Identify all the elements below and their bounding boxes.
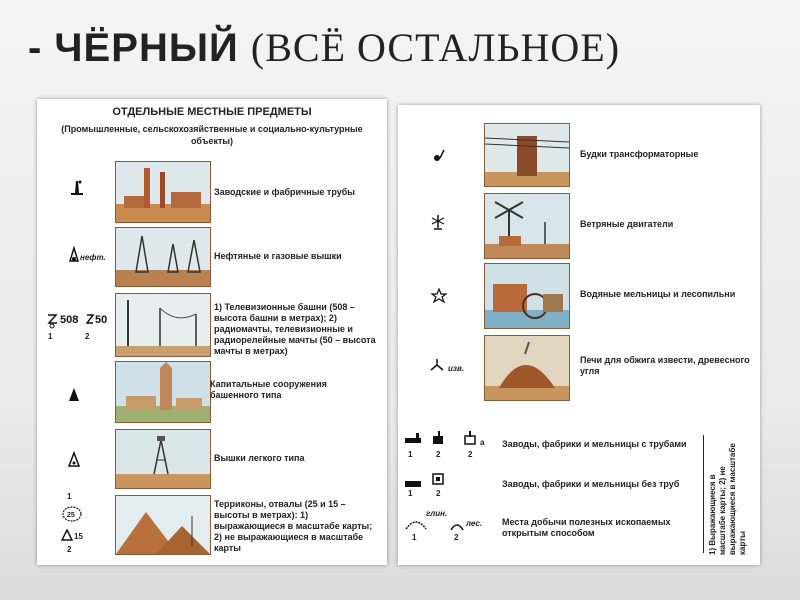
legend3-forest-text: лес.: [466, 519, 483, 528]
legend1-mark-a: a: [480, 438, 485, 447]
wind-engine-symbol-icon: [430, 213, 446, 234]
transformer-picture: [484, 123, 570, 187]
row6-label: Терриконы, отвалы (25 и 15 – высоты в метрах): 1) выражающиеся в масштабе карты; 2) не выражающиеся в масштабе карты: [214, 499, 373, 553]
legend1-num-2: 2: [436, 450, 441, 459]
legend3-num-1: 1: [412, 533, 417, 542]
right-row1-label: Будки трансформаторные: [580, 149, 699, 159]
mast-height: 50: [95, 314, 108, 326]
left-panel: [37, 99, 387, 565]
scale-side-note: 1) Выражающиеся в масштабе карты; 2) не выражающиеся в масштабе карты: [708, 443, 747, 555]
chimney-picture: [115, 161, 211, 223]
legend1-num-1: 1: [408, 450, 413, 459]
row2-label: Нефтяные и газовые вышки: [214, 251, 342, 261]
slag-heap-height-1: 25: [67, 512, 75, 519]
kiln-picture: [484, 335, 570, 401]
chimney-symbol-icon: [70, 179, 84, 200]
row6-num-1: 1: [67, 492, 72, 501]
water-mill-picture: [484, 263, 570, 329]
slide-title: [28, 24, 620, 71]
legend3-label: Места добычи полезных ископаемых открытым способом: [502, 517, 671, 538]
wind-engine-picture: [484, 193, 570, 259]
tv-tower-height: 508: [60, 314, 79, 326]
legend2-num-1: 1: [408, 489, 413, 498]
row4-label: Капитальные сооружения башенного типа: [210, 379, 327, 400]
quarry-symbol-icon: [404, 517, 428, 534]
transformer-symbol-icon: [432, 147, 446, 166]
factory-chimney-symbol-icon: [404, 433, 422, 448]
slag-heap-picture: [115, 495, 211, 555]
quarry-small-symbol-icon: [450, 519, 464, 534]
oil-well-picture: [115, 227, 211, 287]
factory-no-chimney-symbol-icon: [404, 477, 422, 491]
tv-tower-picture: [115, 293, 211, 357]
left-subheading: (Промышленные, сельскохозяйственные и социально-культурные объекты): [61, 124, 363, 146]
row3-num-1: 1: [48, 332, 53, 341]
tv-tower-symbol-icon: [45, 311, 59, 332]
row5-label: Вышки легкого типа: [214, 453, 305, 463]
right-row4-label: Печи для обжига извести, древесного угля: [580, 355, 750, 376]
legend2-label: Заводы, фабрики и мельницы без труб: [502, 479, 680, 489]
right-row2-label: Ветряные двигатели: [580, 219, 674, 229]
mill-chimney-symbol-icon: [464, 431, 476, 448]
legend2-num-2: 2: [436, 489, 441, 498]
row3-label: 1) Телевизионные башни (508 – высота башни в метрах); 2) радиомачты, телевизионные и радиорелейные мачты (50 – высота мачты в метрах): [214, 302, 376, 356]
left-heading: ОТДЕЛЬНЫЕ МЕСТНЫЕ ПРЕДМЕТЫ: [112, 106, 312, 118]
factory-chimney-small-symbol-icon: [432, 431, 444, 448]
oil-well-symbol-text: нефт.: [80, 253, 106, 262]
kiln-symbol-icon: [430, 357, 444, 374]
title-bold: - ЧЁРНЫЙ: [28, 26, 239, 70]
mast-symbol-icon: [85, 311, 95, 332]
water-mill-symbol-icon: [431, 288, 447, 307]
row3-num-2: 2: [85, 332, 90, 341]
light-tower-picture: [115, 429, 211, 489]
factory-no-chimney-small-symbol-icon: [432, 473, 444, 488]
right-row3-label: Водяные мельницы и лесопильни: [580, 289, 736, 299]
right-panel: [398, 105, 760, 565]
title-rest: (ВСЁ ОСТАЛЬНОЕ): [250, 25, 621, 70]
row1-label: Заводские и фабричные трубы: [214, 187, 355, 197]
light-tower-symbol-icon: [67, 451, 81, 472]
kiln-symbol-text: изв.: [448, 364, 465, 373]
slag-heap-height-2: 15: [74, 532, 83, 541]
tower-building-symbol-icon: [67, 386, 81, 407]
slag-heap-small-symbol-icon: [61, 529, 73, 544]
legend1-num-3: 2: [468, 450, 473, 459]
legend3-clay-text: глин.: [426, 509, 448, 518]
legend3-num-2: 2: [454, 533, 459, 542]
oil-well-symbol-icon: [67, 246, 81, 267]
side-note-bracket: [703, 435, 704, 553]
tower-building-picture: [115, 361, 211, 423]
row6-num-2: 2: [67, 545, 72, 554]
legend1-label: Заводы, фабрики и мельницы с трубами: [502, 439, 687, 449]
